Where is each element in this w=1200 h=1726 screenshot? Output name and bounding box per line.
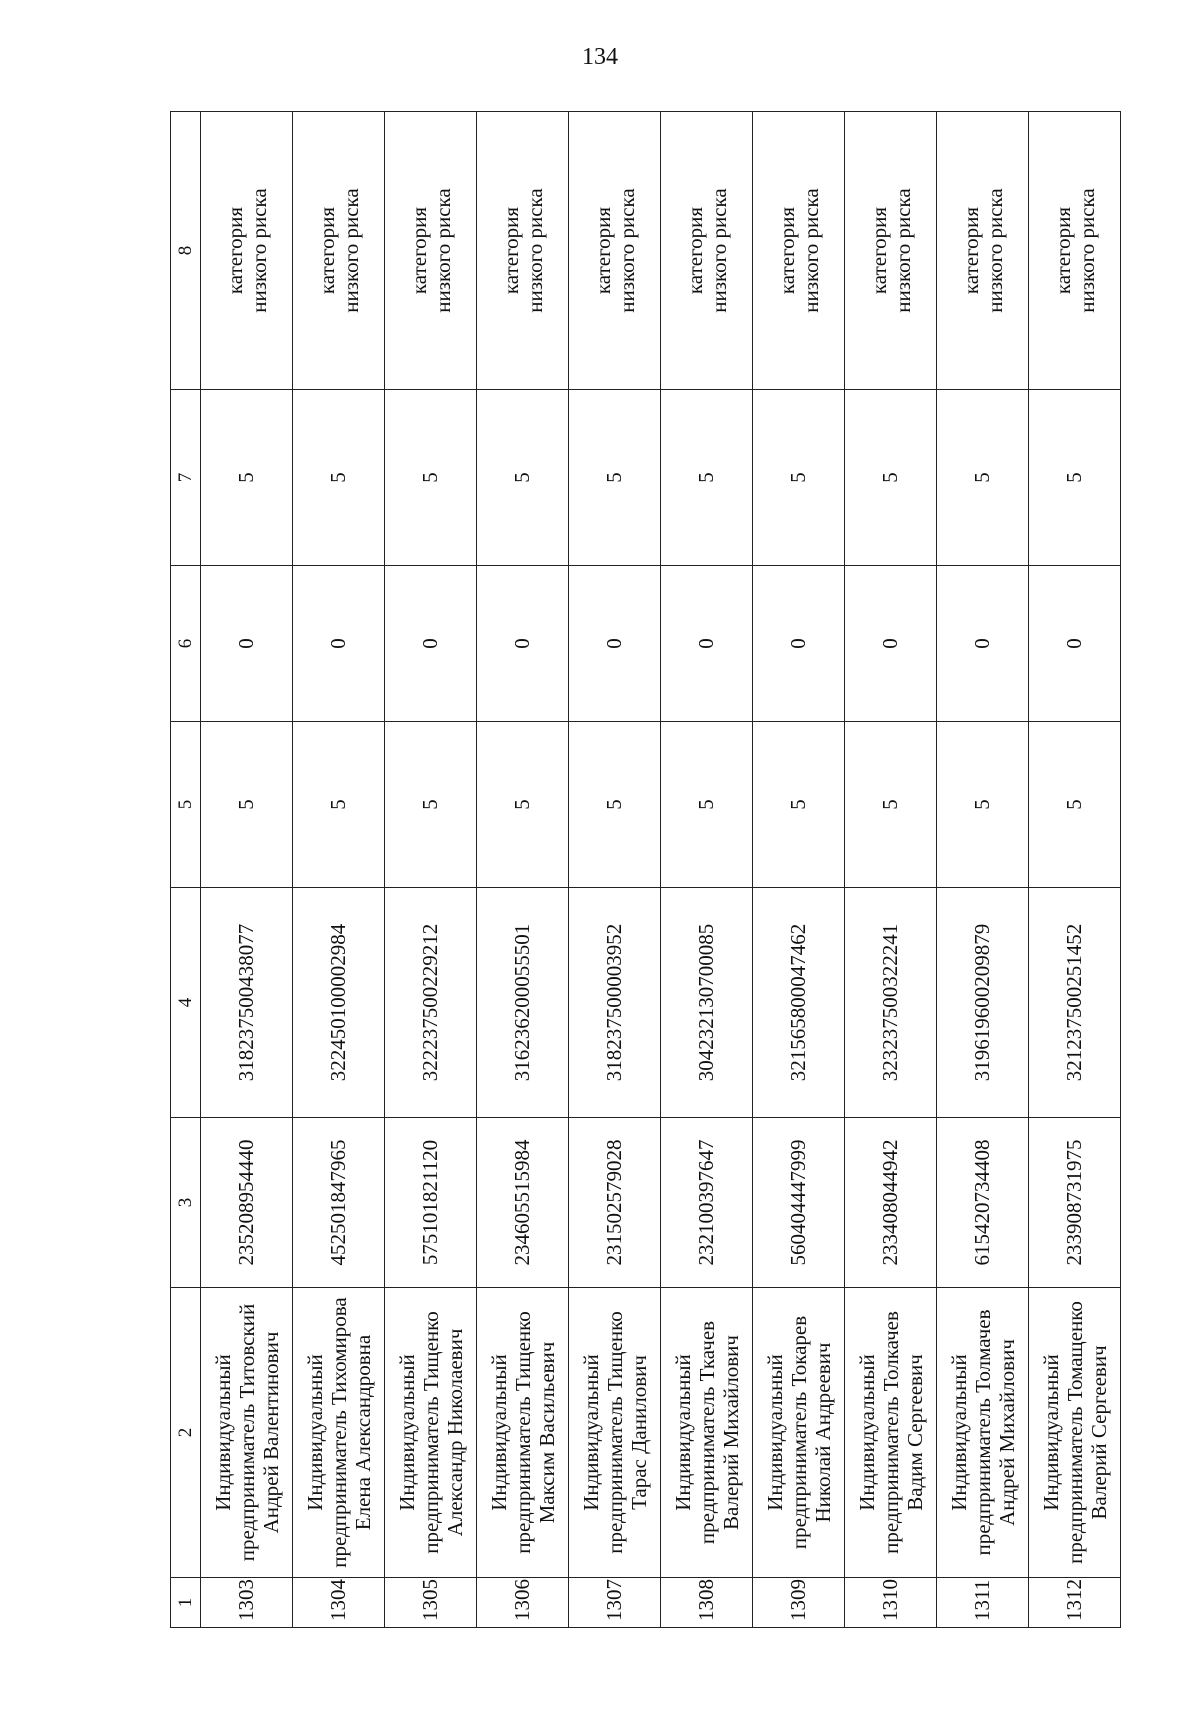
risk-category-line: низкого риска bbox=[890, 188, 915, 313]
ogrn-value: 323237500322241 bbox=[845, 888, 937, 1118]
row-number: 1311 bbox=[937, 1578, 1029, 1628]
row-number: 1310 bbox=[845, 1578, 937, 1628]
inn-value: 233408044942 bbox=[845, 1118, 937, 1288]
column-6-value: 0 bbox=[1029, 566, 1121, 722]
inn-value: 233908731975 bbox=[1029, 1118, 1121, 1288]
inn-value: 560404447999 bbox=[753, 1118, 845, 1288]
risk-category-line: категория bbox=[866, 206, 891, 295]
column-6-value: 0 bbox=[845, 566, 937, 722]
entrepreneur-name-line: Индивидуальный bbox=[854, 1354, 879, 1511]
risk-category-line: низкого риска bbox=[338, 188, 363, 313]
entrepreneur-name-line: предприниматель Токарев bbox=[786, 1315, 811, 1550]
entrepreneur-name-line: Максим Васильевич bbox=[534, 1341, 559, 1524]
risk-category-line: категория bbox=[682, 206, 707, 295]
risk-category-line: низкого риска bbox=[706, 188, 731, 313]
table-row bbox=[385, 112, 477, 1628]
inn-value: 235208954440 bbox=[201, 1118, 293, 1288]
risk-category bbox=[201, 112, 293, 390]
column-6-value: 0 bbox=[753, 566, 845, 722]
entrepreneur-name bbox=[201, 1288, 293, 1578]
entrepreneur-name bbox=[293, 1288, 385, 1578]
entrepreneur-name-line: Елена Александровна bbox=[350, 1334, 375, 1531]
column-6-value: 0 bbox=[937, 566, 1029, 722]
risk-category bbox=[937, 112, 1029, 390]
ogrn-value: 321565800047462 bbox=[753, 888, 845, 1118]
entrepreneur-name-line: предприниматель Тищенко bbox=[602, 1311, 627, 1554]
entrepreneur-name-line: предприниматель Томащенко bbox=[1062, 1301, 1087, 1564]
column-5-value: 5 bbox=[569, 722, 661, 888]
ogrn-value: 322450100002984 bbox=[293, 888, 385, 1118]
inn-value: 452501847965 bbox=[293, 1118, 385, 1288]
table-row bbox=[845, 112, 937, 1628]
row-number: 1312 bbox=[1029, 1578, 1121, 1628]
column-7-value: 5 bbox=[477, 390, 569, 566]
column-header: 2 bbox=[171, 1288, 201, 1578]
entrepreneur-name-line: предприниматель Тихомирова bbox=[326, 1297, 351, 1568]
entrepreneur-name-line: предприниматель Ткачев bbox=[694, 1320, 719, 1545]
risk-category-line: категория bbox=[1050, 206, 1075, 295]
risk-category-line: категория bbox=[314, 206, 339, 295]
inn-value: 231502579028 bbox=[569, 1118, 661, 1288]
ogrn-value: 319619600209879 bbox=[937, 888, 1029, 1118]
entrepreneur-name-line: Индивидуальный bbox=[210, 1354, 235, 1511]
risk-category bbox=[293, 112, 385, 390]
column-7-value: 5 bbox=[845, 390, 937, 566]
row-number: 1309 bbox=[753, 1578, 845, 1628]
entrepreneur-name-line: Индивидуальный bbox=[946, 1354, 971, 1511]
entrepreneur-name bbox=[845, 1288, 937, 1578]
entrepreneur-name-line: предприниматель Тищенко bbox=[418, 1311, 443, 1554]
ogrn-value: 318237500438077 bbox=[201, 888, 293, 1118]
risk-category-line: категория bbox=[590, 206, 615, 295]
entrepreneur-name-line: предприниматель Толкачев bbox=[878, 1311, 903, 1554]
table-body bbox=[201, 112, 1121, 1628]
page-number: 134 bbox=[582, 44, 618, 70]
column-5-value: 5 bbox=[661, 722, 753, 888]
entrepreneur-name-line: предприниматель Толмачев bbox=[970, 1309, 995, 1556]
registry-table bbox=[170, 111, 1121, 1628]
risk-category-line: низкого риска bbox=[430, 188, 455, 313]
inn-value: 232100397647 bbox=[661, 1118, 753, 1288]
column-header: 1 bbox=[171, 1578, 201, 1628]
column-7-value: 5 bbox=[569, 390, 661, 566]
ogrn-value: 322237500229212 bbox=[385, 888, 477, 1118]
column-7-value: 5 bbox=[385, 390, 477, 566]
risk-category-line: низкого риска bbox=[246, 188, 271, 313]
entrepreneur-name-line: Александр Николаевич bbox=[442, 1328, 467, 1537]
risk-category bbox=[845, 112, 937, 390]
header-row bbox=[171, 112, 201, 1628]
risk-category-line: низкого риска bbox=[614, 188, 639, 313]
ogrn-value: 304232130700085 bbox=[661, 888, 753, 1118]
table-row bbox=[477, 112, 569, 1628]
column-5-value: 5 bbox=[937, 722, 1029, 888]
column-7-value: 5 bbox=[293, 390, 385, 566]
risk-category-line: категория bbox=[498, 206, 523, 295]
column-5-value: 5 bbox=[753, 722, 845, 888]
entrepreneur-name-line: Андрей Валентинович bbox=[258, 1331, 283, 1534]
column-7-value: 5 bbox=[661, 390, 753, 566]
rotated-table-container bbox=[170, 112, 1120, 1628]
row-number: 1308 bbox=[661, 1578, 753, 1628]
risk-category-line: низкого риска bbox=[1074, 188, 1099, 313]
table-row bbox=[201, 112, 293, 1628]
risk-category-line: низкого риска bbox=[798, 188, 823, 313]
risk-category bbox=[753, 112, 845, 390]
inn-value: 575101821120 bbox=[385, 1118, 477, 1288]
entrepreneur-name-line: Индивидуальный bbox=[486, 1354, 511, 1511]
column-header: 8 bbox=[171, 112, 201, 390]
column-7-value: 5 bbox=[937, 390, 1029, 566]
column-7-value: 5 bbox=[753, 390, 845, 566]
entrepreneur-name-line: предприниматель Тищенко bbox=[510, 1311, 535, 1554]
row-number: 1306 bbox=[477, 1578, 569, 1628]
column-5-value: 5 bbox=[845, 722, 937, 888]
table-row bbox=[753, 112, 845, 1628]
column-header: 5 bbox=[171, 722, 201, 888]
table-row bbox=[569, 112, 661, 1628]
column-5-value: 5 bbox=[201, 722, 293, 888]
column-5-value: 5 bbox=[477, 722, 569, 888]
column-header: 4 bbox=[171, 888, 201, 1118]
column-7-value: 5 bbox=[1029, 390, 1121, 566]
entrepreneur-name-line: Андрей Михайлович bbox=[994, 1339, 1019, 1526]
risk-category-line: низкого риска bbox=[522, 188, 547, 313]
entrepreneur-name bbox=[1029, 1288, 1121, 1578]
risk-category bbox=[385, 112, 477, 390]
entrepreneur-name-line: Индивидуальный bbox=[762, 1354, 787, 1511]
entrepreneur-name bbox=[385, 1288, 477, 1578]
ogrn-value: 316236200055501 bbox=[477, 888, 569, 1118]
ogrn-value: 321237500251452 bbox=[1029, 888, 1121, 1118]
risk-category bbox=[1029, 112, 1121, 390]
entrepreneur-name bbox=[753, 1288, 845, 1578]
ogrn-value: 318237500003952 bbox=[569, 888, 661, 1118]
row-number: 1307 bbox=[569, 1578, 661, 1628]
entrepreneur-name bbox=[937, 1288, 1029, 1578]
column-5-value: 5 bbox=[385, 722, 477, 888]
column-6-value: 0 bbox=[569, 566, 661, 722]
column-6-value: 0 bbox=[201, 566, 293, 722]
risk-category-line: категория bbox=[958, 206, 983, 295]
risk-category-line: категория bbox=[774, 206, 799, 295]
risk-category-line: категория bbox=[406, 206, 431, 295]
entrepreneur-name bbox=[569, 1288, 661, 1578]
table-row bbox=[293, 112, 385, 1628]
entrepreneur-name-line: Индивидуальный bbox=[394, 1354, 419, 1511]
entrepreneur-name-line: Вадим Сергеевич bbox=[902, 1354, 927, 1511]
column-7-value: 5 bbox=[201, 390, 293, 566]
column-6-value: 0 bbox=[293, 566, 385, 722]
entrepreneur-name bbox=[477, 1288, 569, 1578]
entrepreneur-name-line: Николай Андреевич bbox=[810, 1342, 835, 1523]
column-6-value: 0 bbox=[385, 566, 477, 722]
risk-category bbox=[569, 112, 661, 390]
table-row bbox=[937, 112, 1029, 1628]
column-header: 3 bbox=[171, 1118, 201, 1288]
risk-category bbox=[661, 112, 753, 390]
table-row bbox=[661, 112, 753, 1628]
column-6-value: 0 bbox=[477, 566, 569, 722]
entrepreneur-name bbox=[661, 1288, 753, 1578]
column-header: 6 bbox=[171, 566, 201, 722]
risk-category-line: низкого риска bbox=[982, 188, 1007, 313]
inn-value: 234605515984 bbox=[477, 1118, 569, 1288]
entrepreneur-name-line: Индивидуальный bbox=[302, 1354, 327, 1511]
entrepreneur-name-line: Валерий Сергеевич bbox=[1086, 1345, 1111, 1520]
row-number: 1303 bbox=[201, 1578, 293, 1628]
entrepreneur-name-line: Индивидуальный bbox=[578, 1354, 603, 1511]
row-number: 1305 bbox=[385, 1578, 477, 1628]
column-6-value: 0 bbox=[661, 566, 753, 722]
column-5-value: 5 bbox=[1029, 722, 1121, 888]
entrepreneur-name-line: Индивидуальный bbox=[1038, 1354, 1063, 1511]
risk-category bbox=[477, 112, 569, 390]
column-5-value: 5 bbox=[293, 722, 385, 888]
table-row bbox=[1029, 112, 1121, 1628]
entrepreneur-name-line: Индивидуальный bbox=[670, 1354, 695, 1511]
row-number: 1304 bbox=[293, 1578, 385, 1628]
entrepreneur-name-line: предприниматель Титовский bbox=[234, 1303, 259, 1562]
entrepreneur-name-line: Валерий Михайлович bbox=[718, 1335, 743, 1530]
inn-value: 615420734408 bbox=[937, 1118, 1029, 1288]
risk-category-line: категория bbox=[222, 206, 247, 295]
entrepreneur-name-line: Тарас Данилович bbox=[626, 1355, 651, 1510]
column-header: 7 bbox=[171, 390, 201, 566]
